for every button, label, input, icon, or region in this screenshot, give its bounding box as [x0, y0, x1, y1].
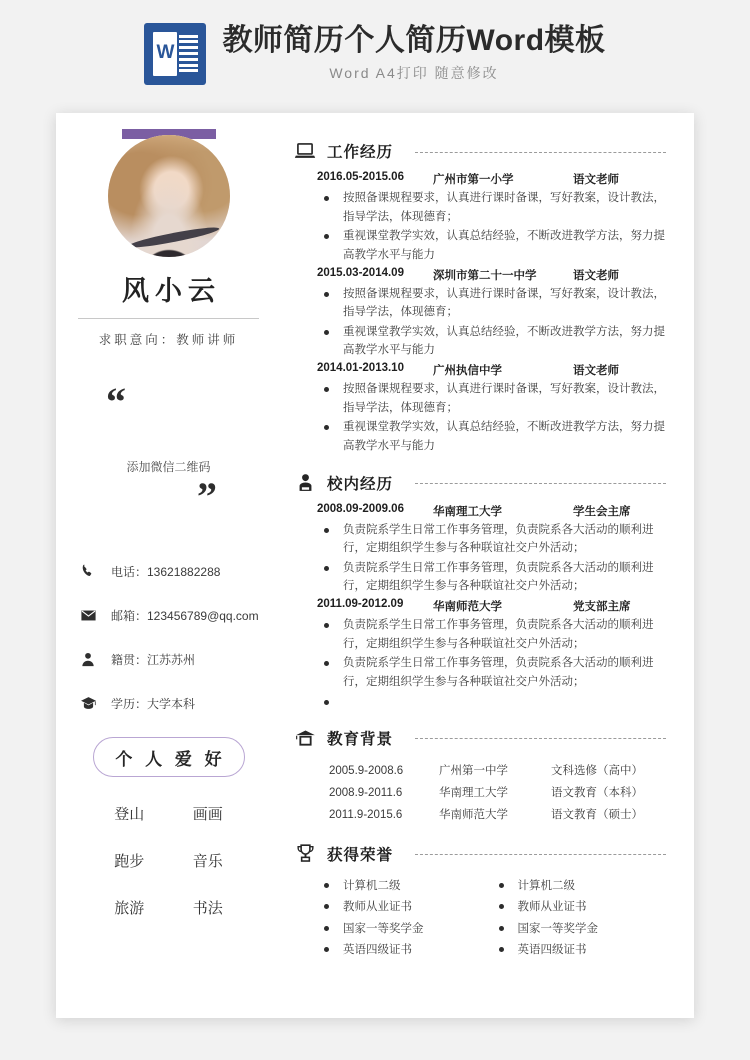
- section-divider: [415, 152, 666, 153]
- section-divider: [415, 483, 666, 484]
- honor-item: 英语四级证书: [317, 940, 492, 960]
- graduation-cap-icon: [293, 726, 317, 750]
- bullet-item: 负责院系学生日常工作事务管理，负责院系各大活动的顺利进行，定期组织学生参与各种联谊社交户外活动；: [317, 559, 666, 596]
- honor-item: 英语四级证书: [492, 940, 667, 960]
- hobby-item: 画画: [192, 806, 223, 823]
- hobby-item: 书法: [192, 900, 223, 917]
- section-title-campus: 校内经历: [327, 475, 394, 493]
- person-icon: [293, 471, 317, 495]
- entry-org: 广州执信中学: [433, 365, 502, 377]
- honor-item: 计算机二级: [492, 876, 667, 896]
- campus-entry: [317, 503, 666, 597]
- section-header: [293, 471, 666, 495]
- entry-bullets: [317, 380, 666, 456]
- honors-columns: [293, 874, 666, 962]
- hobby-item: 音乐: [192, 853, 223, 870]
- education-row: [329, 782, 666, 804]
- page-banner: [0, 0, 750, 113]
- bullet-item: 重视课堂教学实效，认真总结经验，不断改进教学方法，努力提高教学水平与能力: [317, 323, 666, 360]
- entry-header: [317, 267, 666, 283]
- word-icon-lines: [179, 35, 198, 73]
- entry-date: 2008.09-2009.06: [317, 502, 404, 515]
- education-row: [329, 804, 666, 826]
- hobby-item: 旅游: [114, 900, 145, 917]
- banner-text: [222, 24, 605, 84]
- person-icon: [78, 649, 98, 669]
- graduation-cap-icon: [78, 693, 98, 713]
- avatar-photo: [108, 135, 230, 257]
- entry-date: 2011.09-2012.09: [317, 598, 404, 610]
- entry-bullets: [317, 521, 666, 597]
- bullet-item: 按照备课规程要求，认真进行课时备课，写好教案，设计教法，指导学法，体现德育；: [317, 380, 666, 417]
- section-header: [293, 139, 666, 163]
- campus-entry-list: [293, 503, 666, 711]
- contact-row-hometown: [78, 649, 265, 669]
- word-icon-letter: W: [156, 41, 175, 63]
- campus-entry: [317, 598, 666, 711]
- entry-header: [317, 598, 666, 614]
- entry-header: [317, 503, 666, 519]
- entry-org: 华南理工大学: [433, 505, 502, 518]
- education-date: 2005.9-2008.6: [329, 764, 404, 777]
- wechat-qrcode-note: 添加微信二维码: [126, 460, 211, 474]
- bullet-item: 按照备课规程要求，认真进行课时备课，写好教案，设计教法，指导学法，体现德育；: [317, 285, 666, 322]
- avatar: [108, 135, 230, 257]
- work-entry: [317, 171, 666, 265]
- quote-close-icon: ”: [197, 474, 217, 519]
- quote-open-icon: “: [106, 379, 126, 424]
- contact-degree-text: 学历：大学本科: [111, 696, 196, 711]
- education-school: 华南师范大学: [439, 809, 508, 822]
- contact-row-phone: [78, 561, 265, 581]
- job-intent: 求职意向：教师讲师: [98, 333, 239, 347]
- entry-date: 2015.03-2014.09: [317, 266, 404, 279]
- bullet-item: 重视课堂教学实效，认真总结经验，不断改进教学方法，努力提高教学水平与能力: [317, 227, 666, 264]
- entry-role: 语文老师: [573, 365, 619, 377]
- section-divider: [415, 738, 666, 739]
- entry-date: 2014.01-2013.10: [317, 362, 404, 374]
- bullet-item: 按照备课规程要求，认真进行课时备课，写好教案，设计教法，指导学法，体现德育；: [317, 189, 666, 226]
- work-entry: [317, 267, 666, 361]
- honor-item: 国家一等奖学金: [317, 919, 492, 939]
- education-major: 文科选修（高中）: [551, 764, 643, 777]
- education-date: 2008.9-2011.6: [329, 786, 403, 799]
- mail-icon: [78, 605, 98, 625]
- hobbies-title: 个 人 爱 好: [93, 737, 245, 777]
- contact-row-email: [78, 605, 265, 625]
- entry-org: 广州市第一小学: [433, 174, 514, 186]
- avatar-necklace: [127, 225, 220, 252]
- entry-org: 深圳市第二十一中学: [433, 269, 537, 282]
- section-divider: [415, 854, 666, 855]
- hobbies-grid: [72, 803, 265, 918]
- entry-role: 党支部主席: [573, 601, 631, 613]
- bullet-item: 负责院系学生日常工作事务管理，负责院系各大活动的顺利进行，定期组织学生参与各种联谊社交户外活动；: [317, 654, 666, 691]
- entry-bullets: [317, 285, 666, 361]
- section-campus-experience: [293, 471, 666, 711]
- entry-header: [317, 171, 666, 187]
- page-title: 教师简历个人简历Word模板: [222, 23, 606, 57]
- work-entry: [317, 362, 666, 456]
- honor-item: 计算机二级: [317, 876, 492, 896]
- section-title-work: 工作经历: [327, 144, 394, 161]
- section-header: [293, 842, 666, 866]
- resume-main: [281, 113, 694, 1018]
- phone-icon: [78, 561, 98, 581]
- hobby-item: 登山: [114, 806, 145, 823]
- entry-role: 语文老师: [573, 269, 619, 282]
- word-icon: [144, 23, 206, 85]
- resume-sidebar: [56, 113, 281, 1018]
- work-entry-list: [293, 171, 666, 456]
- entry-date: 2016.05-2015.06: [317, 171, 404, 183]
- bullet-item: 重视课堂教学实效，认真总结经验，不断改进教学方法，努力提高教学水平与能力: [317, 418, 666, 455]
- entry-bullets: [317, 189, 666, 265]
- entry-org: 华南师范大学: [433, 601, 502, 613]
- bullet-item-empty: [317, 693, 666, 711]
- contact-list: [72, 561, 265, 713]
- honor-item: 教师从业证书: [492, 897, 667, 917]
- contact-hometown-text: 籍贯：江苏苏州: [111, 652, 196, 667]
- honors-column-right: [492, 876, 667, 962]
- candidate-name: 风小云: [122, 276, 221, 306]
- word-icon-page: [153, 32, 177, 76]
- education-school: 华南理工大学: [439, 786, 508, 799]
- bullet-item: 负责院系学生日常工作事务管理，负责院系各大活动的顺利进行，定期组织学生参与各种联谊社交户外活动；: [317, 616, 666, 653]
- section-header: [293, 726, 666, 750]
- entry-role: 学生会主席: [573, 505, 631, 518]
- honor-item: 国家一等奖学金: [492, 919, 667, 939]
- section-title-honors: 获得荣誉: [327, 846, 394, 864]
- contact-row-degree: [78, 693, 265, 713]
- trophy-icon: [293, 842, 317, 866]
- page-subtitle: Word A4打印 随意修改: [329, 65, 499, 82]
- education-major: 语文教育（硕士）: [551, 809, 643, 822]
- education-school: 广州第一中学: [439, 764, 508, 777]
- entry-header: [317, 362, 666, 378]
- hobby-item: 跑步: [114, 853, 145, 870]
- bullet-item: 负责院系学生日常工作事务管理，负责院系各大活动的顺利进行，定期组织学生参与各种联谊社交户外活动；: [317, 521, 666, 558]
- laptop-icon: [293, 139, 317, 163]
- contact-email-text: 邮箱：123456789@qq.com: [111, 608, 259, 623]
- name-divider: [78, 318, 259, 319]
- education-row-list: [293, 760, 666, 827]
- education-date: 2011.9-2015.6: [329, 809, 403, 822]
- section-honors: [293, 842, 666, 962]
- section-education: [293, 726, 666, 827]
- contact-phone-text: 电话：13621882288: [111, 564, 221, 579]
- honors-column-left: [317, 876, 492, 962]
- education-major: 语文教育（本科）: [551, 786, 643, 799]
- honor-item: 教师从业证书: [317, 897, 492, 917]
- section-work-experience: [293, 139, 666, 456]
- entry-bullets: [317, 616, 666, 711]
- entry-role: 语文老师: [573, 174, 619, 186]
- resume-card: [56, 113, 694, 1018]
- education-row: [329, 760, 666, 782]
- section-title-education: 教育背景: [327, 730, 394, 748]
